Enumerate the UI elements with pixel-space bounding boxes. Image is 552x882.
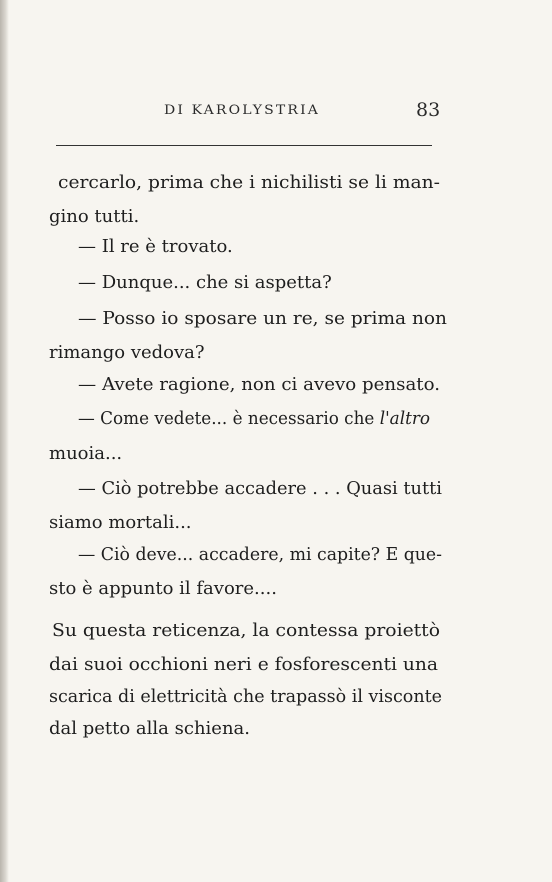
text-line: cercarlo, prima che i nichilisti se li man- (58, 172, 440, 193)
text-line: — Ciò potrebbe accadere . . . Quasi tutti (78, 478, 442, 499)
text-line: — Come vedete... è necessario che l'altro (78, 408, 430, 429)
text-line: sto è appunto il favore.... (49, 578, 277, 599)
text-line: — Posso io sposare un re, se prima non (78, 308, 447, 329)
italic-word: l'altro (379, 408, 430, 429)
text-line: — Dunque... che si aspetta? (78, 272, 332, 293)
text-line: siamo mortali... (49, 512, 192, 533)
text-line: — Il re è trovato. (78, 236, 233, 257)
header-rule (56, 145, 432, 146)
page-number: 83 (416, 99, 441, 121)
page-binding-shadow (0, 0, 9, 882)
text-line: scarica di elettricità che trapassò il visconte (49, 686, 442, 707)
text-line: Su questa reticenza, la contessa proiettò (52, 620, 440, 641)
text-line: gino tutti. (49, 206, 140, 227)
text-line: dal petto alla schiena. (49, 718, 250, 739)
text-line: — Avete ragione, non ci avevo pensato. (78, 374, 441, 395)
text-line: — Ciò deve... accadere, mi capite? E que- (78, 544, 443, 565)
text-line: rimango vedova? (49, 342, 205, 363)
running-head: DI KAROLYSTRIA (164, 103, 321, 118)
text-line: muoia... (49, 443, 123, 464)
text-line: dai suoi occhioni neri e fosforescenti una (49, 654, 439, 675)
